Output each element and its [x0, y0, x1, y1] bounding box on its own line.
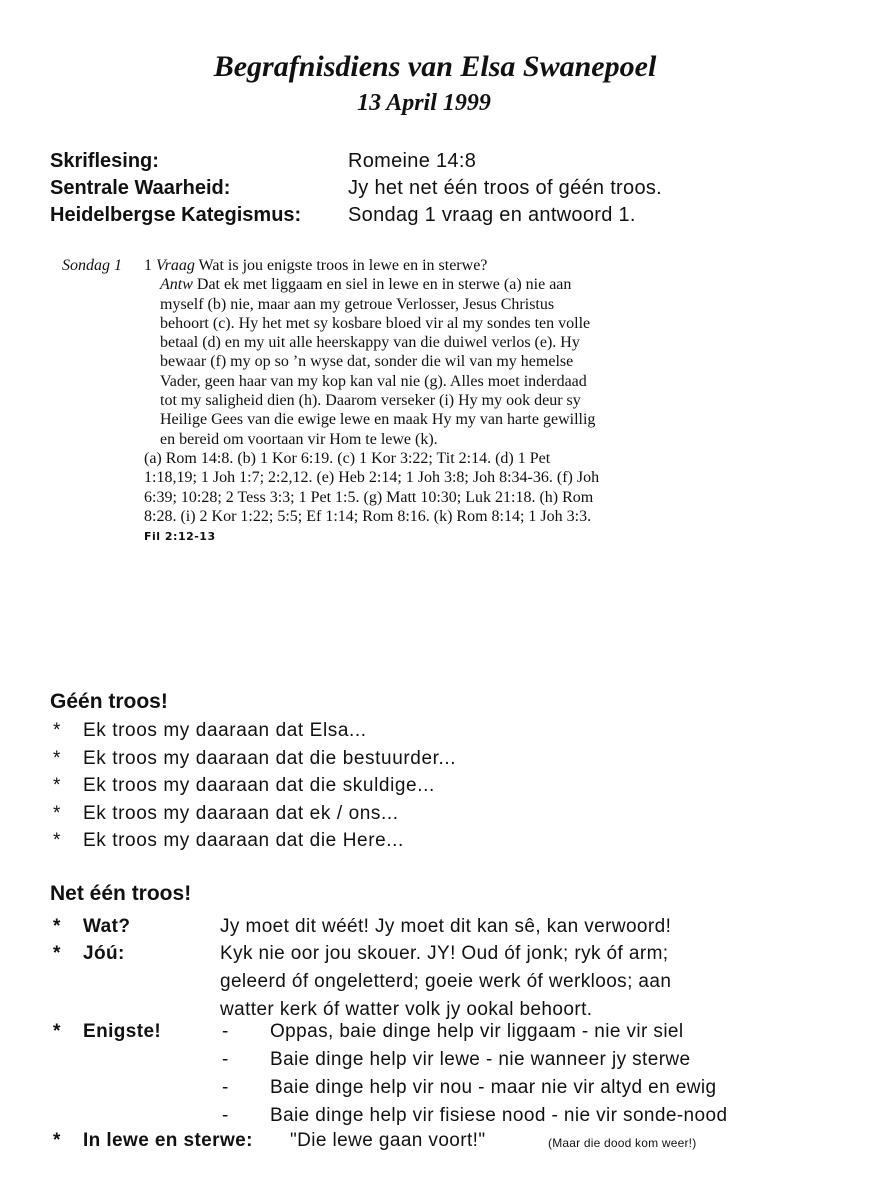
enigste-item: Baie dinge help vir nou - maar nie vir altyd en ewig — [270, 1077, 717, 1098]
references-text: (a) Rom 14:8. (b) 1 Kor 6:19. (c) 1 Kor 3:22; Tit 2:14. (d) 1 Pet 1:18,19; 1 Joh 1:7; 2:2,12. (e) Heb 2:14; 1 Joh 3:8; Joh 8:34-36. (f) Joh 6:39; 10:28; 2 Tess 3:3; 1 Pet 1:5. (g) Matt 10:30; Luk 21:18. (h) Rom 8:28. (i) 2 Kor 1:22; 5:5; Ef 1:14; Rom 8:16. (k) Rom 8:14; 1 Joh 3:3. — [144, 449, 600, 525]
catechism-question — [144, 256, 604, 275]
sunday-label: Sondag 1 — [62, 257, 122, 274]
dash-marker: - — [222, 1077, 229, 1098]
bullet-star: * — [53, 1021, 61, 1042]
catechism-body — [144, 256, 604, 546]
wat-text: Jy moet dit wéét! Jy moet dit kan sê, kan verwoord! — [220, 916, 672, 937]
answer-text: Dat ek met liggaam en siel in lewe en in sterwe (a) nie aan myself (b) nie, maar aan my getroue Verlosser, Jesus Christus behoort (c). Hy het met sy kosbare bloed vir al my sondes ten volle betaal (d) en my uit alle heerskappy van die duiwel verlos (e). Hy bewaar (f) my op so ’n wyse dat, sonder die wil van my hemelse Vader, geen haar van my kop kan val nie (g). Alles moet inderdaad tot my saligheid dien (h). Daarom verseker (i) Hy my ook deur sy Heilige Gees van die ewige lewe en maak Hy my van harte gewillig en bereid om voortaan vir Hom te lewe (k). — [160, 276, 596, 448]
bullet-star: * — [53, 775, 61, 796]
question-number: 1 — [144, 257, 152, 274]
handwritten-note: Fil 2:12-13 — [144, 530, 216, 544]
bullet-star: * — [53, 720, 61, 741]
bullet-star: * — [53, 943, 61, 964]
dash-marker: - — [222, 1105, 229, 1126]
dash-marker: - — [222, 1049, 229, 1070]
bullet-star: * — [53, 802, 61, 824]
lewe-label: In lewe en sterwe: — [83, 1130, 253, 1151]
lewe-note: (Maar die dood kom weer!) — [548, 1136, 697, 1150]
bullet-star: * — [53, 747, 61, 769]
catechism-answer — [144, 275, 604, 449]
page-title: Begrafnisdiens van Elsa Swanepoel — [213, 50, 657, 83]
service-date: 13 April 1999 — [357, 90, 491, 116]
enigste-item: Baie dinge help vir fisiese nood - nie vir sonde-nood — [270, 1105, 728, 1126]
wat-label: Wat? — [83, 916, 131, 937]
list-item-text: Ek troos my daaraan dat die bestuurder... — [83, 747, 457, 769]
enigste-item: Baie dinge help vir lewe - nie wanneer jy sterwe — [270, 1049, 691, 1070]
list-item-text: Ek troos my daaraan dat ek / ons... — [83, 802, 399, 824]
jou-line: geleerd óf ongeletterd; goeie werk óf werkloos; aan — [220, 971, 672, 992]
bullet-star: * — [53, 830, 61, 851]
info-label: Sentrale Waarheid: — [50, 177, 231, 199]
list-item-text: Ek troos my daaraan dat die Here... — [83, 830, 404, 851]
info-label: Skriflesing: — [50, 150, 159, 172]
list-item-text: Ek troos my daaraan dat Elsa... — [83, 720, 367, 741]
section-heading-net-een-troos: Net één troos! — [50, 882, 192, 905]
question-label: Vraag — [156, 257, 195, 274]
catechism-references — [144, 449, 604, 546]
dash-marker: - — [222, 1021, 229, 1042]
jou-line: watter kerk óf watter volk jy ookal behoort. — [220, 999, 593, 1020]
answer-label: Antw — [160, 276, 193, 294]
question-text: Wat is jou enigste troos in lewe en in sterwe? — [198, 257, 488, 274]
enigste-item: Oppas, baie dinge help vir liggaam - nie vir siel — [270, 1021, 684, 1042]
lewe-quote: "Die lewe gaan voort!" — [290, 1130, 486, 1151]
bullet-star: * — [53, 916, 61, 937]
jou-label: Jóú: — [83, 943, 125, 964]
enigste-label: Enigste! — [83, 1021, 162, 1042]
info-value: Sondag 1 vraag en antwoord 1. — [348, 204, 636, 226]
list-item-text: Ek troos my daaraan dat die skuldige... — [83, 775, 435, 796]
section-heading-geen-troos: Géén troos! — [50, 690, 168, 713]
info-value: Romeine 14:8 — [348, 150, 477, 172]
jou-line: Kyk nie oor jou skouer. JY! Oud óf jonk; ryk óf arm; — [220, 943, 669, 964]
info-label: Heidelbergse Kategismus: — [50, 204, 302, 226]
bullet-star: * — [53, 1130, 61, 1151]
info-value: Jy het net één troos of géén troos. — [348, 177, 663, 199]
